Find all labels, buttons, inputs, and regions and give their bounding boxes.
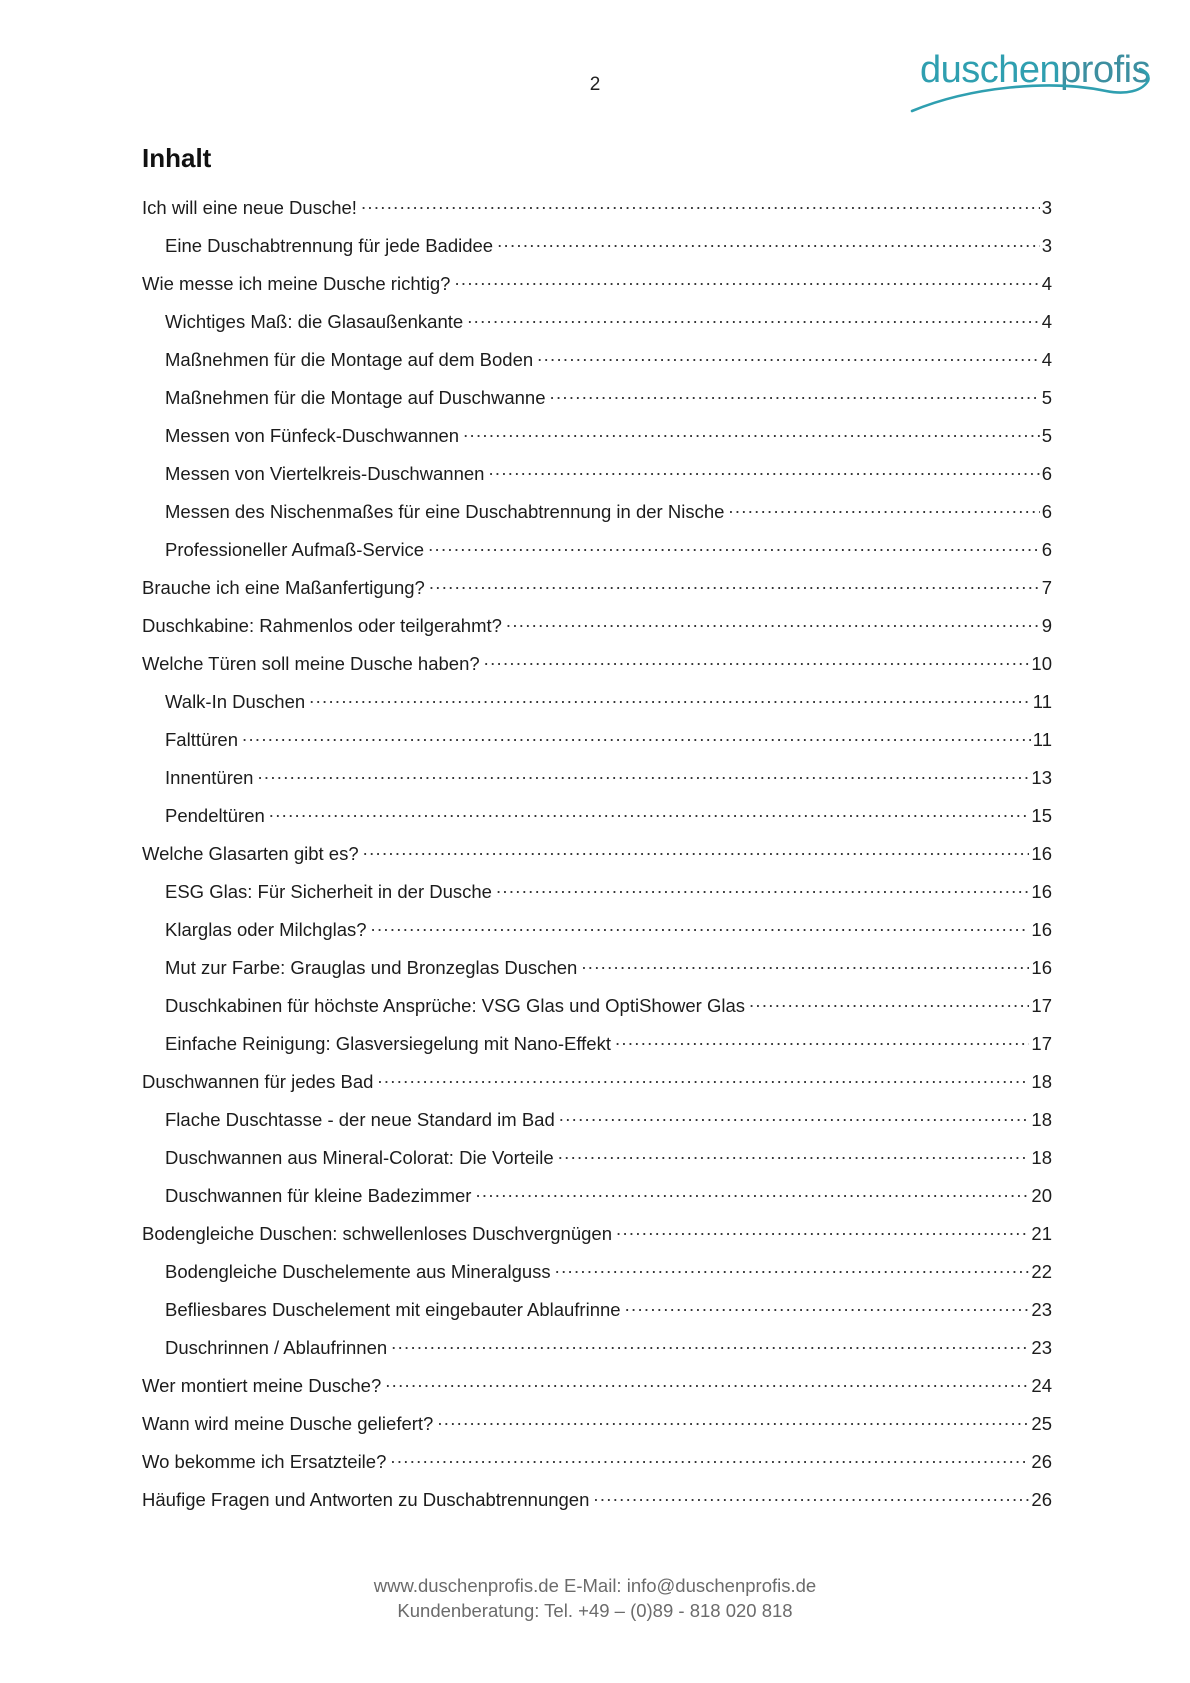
toc-entry-page-number: 18 (1031, 1109, 1052, 1131)
toc-dot-leader (593, 1484, 1029, 1506)
toc-entry-page-number: 6 (1041, 463, 1052, 485)
toc-entry-page-number: 4 (1041, 311, 1052, 333)
toc-entry[interactable] (142, 952, 1052, 990)
toc-entry[interactable] (142, 1332, 1052, 1370)
toc-dot-leader (269, 800, 1030, 822)
toc-entry-page-number: 5 (1041, 387, 1052, 409)
toc-entry[interactable] (142, 306, 1052, 344)
toc-entry-title: Wann wird meine Dusche geliefert? (142, 1413, 434, 1435)
toc-dot-leader (371, 914, 1030, 936)
toc-entry-page-number: 4 (1041, 349, 1052, 371)
toc-entry-title: Bodengleiche Duschen: schwellenloses Duschvergnügen (142, 1223, 612, 1245)
toc-dot-leader (377, 1066, 1029, 1088)
toc-entry-title: Duschkabine: Rahmenlos oder teilgerahmt? (142, 615, 502, 637)
toc-entry[interactable] (142, 458, 1052, 496)
brand-logo (910, 45, 1160, 115)
toc-entry[interactable] (142, 1408, 1052, 1446)
toc-dot-leader (429, 572, 1040, 594)
toc-entry[interactable] (142, 914, 1052, 952)
toc-entry[interactable] (142, 724, 1052, 762)
toc-entry-page-number: 11 (1032, 691, 1052, 713)
toc-entry[interactable] (142, 534, 1052, 572)
toc-entry-page-number: 7 (1041, 577, 1052, 599)
toc-entry[interactable] (142, 838, 1052, 876)
toc-dot-leader (555, 1256, 1030, 1278)
toc-entry-page-number: 16 (1031, 919, 1052, 941)
toc-entry-page-number: 18 (1031, 1147, 1052, 1169)
toc-entry[interactable] (142, 648, 1052, 686)
toc-entry[interactable] (142, 1218, 1052, 1256)
toc-entry-page-number: 17 (1031, 1033, 1052, 1055)
toc-entry-title: Brauche ich eine Maßanfertigung? (142, 577, 425, 599)
toc-entry-title: Welche Glasarten gibt es? (142, 843, 359, 865)
toc-dot-leader (428, 534, 1040, 556)
toc-entry-title: Wo bekomme ich Ersatzteile? (142, 1451, 387, 1473)
toc-entry-page-number: 13 (1031, 767, 1052, 789)
toc-dot-leader (484, 648, 1030, 670)
toc-entry-title: Duschkabinen für höchste Ansprüche: VSG Glas und OptiShower Glas (165, 995, 745, 1017)
toc-entry[interactable] (142, 1066, 1052, 1104)
toc-entry-title: Maßnehmen für die Montage auf Duschwanne (165, 387, 546, 409)
toc-entry-title: Walk-In Duschen (165, 691, 306, 713)
toc-dot-leader (242, 724, 1031, 746)
toc-dot-leader (581, 952, 1029, 974)
toc-dot-leader (475, 1180, 1029, 1202)
toc-entry-page-number: 3 (1041, 235, 1052, 257)
toc-entry-title: Maßnehmen für die Montage auf dem Boden (165, 349, 534, 371)
toc-entry-page-number: 23 (1031, 1299, 1052, 1321)
toc-dot-leader (615, 1028, 1029, 1050)
toc-entry-page-number: 17 (1031, 995, 1052, 1017)
toc-entry[interactable] (142, 1370, 1052, 1408)
footer-contact-line: www.duschenprofis.de E-Mail: info@duschenprofis.de (373, 1575, 817, 1596)
toc-entry-title: Duschwannen aus Mineral-Colorat: Die Vorteile (165, 1147, 554, 1169)
toc-entry-page-number: 6 (1041, 501, 1052, 523)
toc-dot-leader (625, 1294, 1030, 1316)
toc-dot-leader (749, 990, 1029, 1012)
toc-dot-leader (363, 838, 1030, 860)
toc-entry[interactable] (142, 230, 1052, 268)
page-number: 2 (589, 74, 601, 95)
toc-entry-title: Messen von Viertelkreis-Duschwannen (165, 463, 485, 485)
toc-entry-title: Duschrinnen / Ablaufrinnen (165, 1337, 388, 1359)
toc-entry-title: Messen des Nischenmaßes für eine Duschabtrennung in der Nische (165, 501, 725, 523)
toc-dot-leader (463, 420, 1040, 442)
toc-entry-title: Falttüren (165, 729, 239, 751)
toc-entry-page-number: 26 (1031, 1451, 1052, 1473)
toc-entry[interactable] (142, 1446, 1052, 1484)
toc-dot-leader (390, 1446, 1029, 1468)
toc-entry[interactable] (142, 1104, 1052, 1142)
toc-entry-page-number: 20 (1031, 1185, 1052, 1207)
toc-dot-leader (558, 1142, 1030, 1164)
toc-dot-leader (616, 1218, 1029, 1240)
toc-entry-title: Mut zur Farbe: Grauglas und Bronzeglas Duschen (165, 957, 578, 979)
footer-phone-line: Kundenberatung: Tel. +49 – (0)89 - 818 020 818 (397, 1600, 793, 1621)
toc-dot-leader (385, 1370, 1029, 1392)
toc-entry-page-number: 16 (1031, 957, 1052, 979)
toc-entry-page-number: 3 (1041, 197, 1052, 219)
toc-entry-title: Messen von Fünfeck-Duschwannen (165, 425, 460, 447)
toc-entry[interactable] (142, 496, 1052, 534)
toc-dot-leader (559, 1104, 1030, 1126)
toc-entry-title: Ich will eine neue Dusche! (142, 197, 357, 219)
toc-entry-title: Innentüren (165, 767, 254, 789)
table-of-contents (142, 192, 1052, 1522)
toc-entry[interactable] (142, 1180, 1052, 1218)
logo-wordmark-part1: duschen (920, 49, 1061, 91)
toc-title: Inhalt (142, 143, 212, 173)
toc-entry-page-number: 10 (1031, 653, 1052, 675)
toc-dot-leader (488, 458, 1039, 480)
toc-entry-page-number: 22 (1031, 1261, 1052, 1283)
toc-entry-title: Professioneller Aufmaß-Service (165, 539, 425, 561)
toc-entry[interactable] (142, 876, 1052, 914)
toc-dot-leader (550, 382, 1040, 404)
toc-dot-leader (437, 1408, 1029, 1430)
toc-entry-title: Welche Türen soll meine Dusche haben? (142, 653, 480, 675)
toc-entry-page-number: 5 (1041, 425, 1052, 447)
toc-entry-title: Duschwannen für kleine Badezimmer (165, 1185, 472, 1207)
toc-dot-leader (257, 762, 1029, 784)
toc-entry-page-number: 18 (1031, 1071, 1052, 1093)
toc-entry[interactable] (142, 1028, 1052, 1066)
toc-entry-page-number: 15 (1031, 805, 1052, 827)
toc-entry-title: ESG Glas: Für Sicherheit in der Dusche (165, 881, 492, 903)
toc-entry-page-number: 23 (1031, 1337, 1052, 1359)
toc-entry-title: Klarglas oder Milchglas? (165, 919, 367, 941)
toc-entry[interactable] (142, 1484, 1052, 1522)
toc-dot-leader (506, 610, 1040, 632)
toc-entry[interactable] (142, 610, 1052, 648)
toc-entry[interactable] (142, 1256, 1052, 1294)
toc-entry-page-number: 4 (1041, 273, 1052, 295)
toc-entry[interactable] (142, 420, 1052, 458)
toc-dot-leader (391, 1332, 1029, 1354)
toc-entry-title: Wie messe ich meine Dusche richtig? (142, 273, 451, 295)
toc-entry-title: Häufige Fragen und Antworten zu Duschabtrennungen (142, 1489, 590, 1511)
logo-wordmark-part2: profis (1060, 49, 1151, 91)
toc-dot-leader (361, 192, 1040, 214)
toc-entry[interactable] (142, 192, 1052, 230)
toc-entry[interactable] (142, 990, 1052, 1028)
toc-entry-page-number: 16 (1031, 843, 1052, 865)
toc-dot-leader (537, 344, 1040, 366)
toc-entry-page-number: 26 (1031, 1489, 1052, 1511)
page-footer (0, 1573, 1190, 1623)
toc-entry-title: Bodengleiche Duschelemente aus Mineralguss (165, 1261, 551, 1283)
toc-entry-page-number: 16 (1031, 881, 1052, 903)
toc-entry[interactable] (142, 1294, 1052, 1332)
toc-entry[interactable] (142, 572, 1052, 610)
toc-entry-page-number: 11 (1032, 729, 1052, 751)
toc-entry[interactable] (142, 344, 1052, 382)
toc-entry-title: Pendeltüren (165, 805, 265, 827)
logo-swoosh-icon (910, 45, 1160, 115)
toc-entry[interactable] (142, 686, 1052, 724)
toc-entry-page-number: 9 (1041, 615, 1052, 637)
toc-dot-leader (309, 686, 1031, 708)
toc-entry-page-number: 24 (1031, 1375, 1052, 1397)
toc-entry[interactable] (142, 800, 1052, 838)
toc-entry-title: Wichtiges Maß: die Glasaußenkante (165, 311, 464, 333)
toc-dot-leader (728, 496, 1039, 518)
toc-entry-page-number: 25 (1031, 1413, 1052, 1435)
toc-entry-page-number: 6 (1041, 539, 1052, 561)
toc-entry-title: Eine Duschabtrennung für jede Badidee (165, 235, 494, 257)
toc-entry-page-number: 21 (1031, 1223, 1052, 1245)
toc-dot-leader (467, 306, 1040, 328)
toc-entry-title: Flache Duschtasse - der neue Standard im Bad (165, 1109, 555, 1131)
toc-entry-title: Befliesbares Duschelement mit eingebauter Ablaufrinne (165, 1299, 621, 1321)
toc-dot-leader (496, 876, 1029, 898)
toc-entry-title: Wer montiert meine Dusche? (142, 1375, 382, 1397)
toc-entry[interactable] (142, 762, 1052, 800)
toc-entry[interactable] (142, 1142, 1052, 1180)
toc-entry-title: Duschwannen für jedes Bad (142, 1071, 374, 1093)
toc-entry[interactable] (142, 382, 1052, 420)
toc-entry-title: Einfache Reinigung: Glasversiegelung mit Nano-Effekt (165, 1033, 611, 1055)
toc-dot-leader (454, 268, 1039, 290)
toc-dot-leader (497, 230, 1040, 252)
toc-entry[interactable] (142, 268, 1052, 306)
